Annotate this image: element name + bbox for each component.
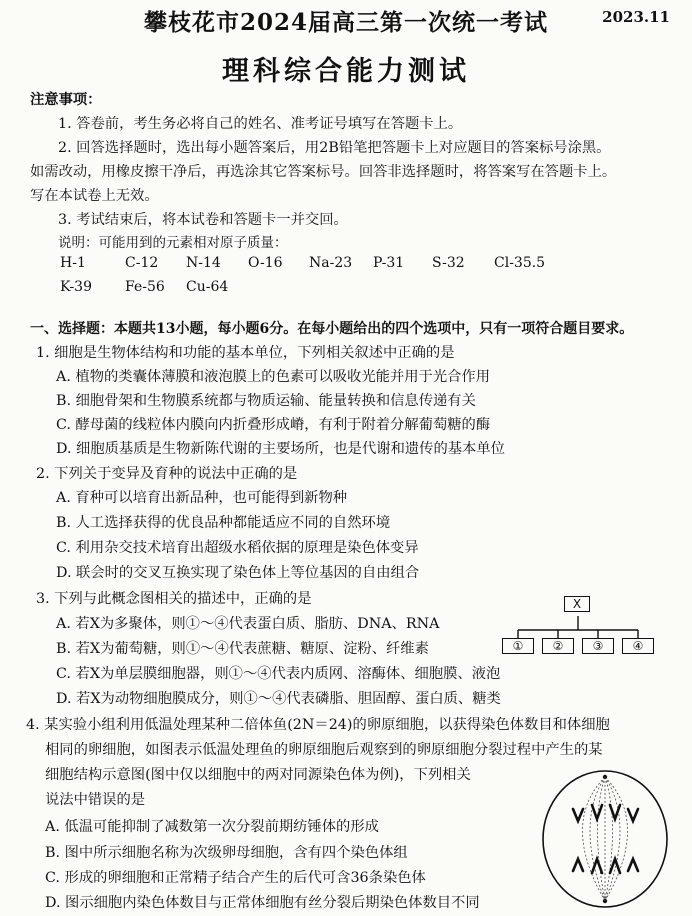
element-mass: H-1 bbox=[60, 255, 86, 271]
exam-title: 攀枝花市2024届高三第一次统一考试 bbox=[143, 9, 548, 36]
question-option: B. 图中所示细胞名称为次级卵母细胞，含有四个染色体组 bbox=[45, 845, 408, 861]
question-stem: 4. 某实验小组利用低温处理某种二倍体鱼(2N＝24)的卵原细胞，以获得染色体数目和体细胞 bbox=[26, 717, 610, 733]
question-option: C. 酵母菌的线粒体内膜向内折叠形成嵴，有利于附着分解葡萄糖的酶 bbox=[56, 417, 491, 433]
section-heading: 一、选择题：本题共13小题，每小题6分。在每小题给出的四个选项中，只有一项符合题目要求。 bbox=[30, 321, 634, 337]
notes-line: 2. 回答选择题时，选出每小题答案后，用2B铅笔把答题卡上对应题目的答案标号涂黑。 bbox=[58, 140, 611, 156]
question-option: C. 若X为单层膜细胞器，则①～④代表内质网、溶酶体、细胞膜、液泡 bbox=[56, 666, 501, 682]
question-stem: 1. 细胞是生物体结构和功能的基本单位，下列相关叙述中正确的是 bbox=[36, 345, 455, 361]
element-mass: P-31 bbox=[373, 255, 405, 271]
notes-line: 如需改动，用橡皮擦干净后，再选涂其它答案标号。回答非选择题时，将答案写在答题卡上。 bbox=[30, 164, 617, 180]
element-mass: S-32 bbox=[432, 255, 465, 271]
question-option: A. 育种可以培育出新品种，也可能得到新物种 bbox=[56, 490, 348, 506]
question-option: D. 图示细胞内染色体数目与正常体细胞有丝分裂后期染色体数目不同 bbox=[45, 895, 480, 911]
notes-line: 1. 答卷前，考生务必将自己的姓名、准考证号填写在答题卡上。 bbox=[58, 116, 463, 132]
question-option: B. 细胞骨架和生物膜系统都与物质运输、能量转换和信息传递有关 bbox=[56, 393, 476, 409]
question-option: B. 人工选择获得的优良品种都能适应不同的自然环境 bbox=[56, 515, 391, 531]
element-mass: Fe-56 bbox=[125, 279, 165, 295]
exam-date: 2023.11 bbox=[602, 8, 670, 26]
question-stem: 细胞结构示意图(图中仅以细胞中的两对同源染色体为例)，下列相关 bbox=[45, 767, 471, 783]
element-mass: Cu-64 bbox=[186, 279, 229, 295]
notes-line: 写在本试卷上无效。 bbox=[30, 188, 159, 204]
element-mass: N-14 bbox=[186, 255, 221, 271]
question-stem: 相同的卵细胞，如图表示低温处理鱼的卵原细胞后观察到的卵原细胞分裂过程中产生的某 bbox=[45, 742, 603, 758]
question-option: D. 细胞质基质是生物新陈代谢的主要场所，也是代谢和遗传的基本单位 bbox=[56, 441, 505, 457]
question-option: D. 联会时的交叉互换实现了染色体上等位基因的自由组合 bbox=[56, 565, 420, 581]
concept-map-node: ④ bbox=[622, 638, 654, 654]
notes-heading: 注意事项： bbox=[30, 92, 102, 108]
notes-line: 说明：可能用到的元素相对原子质量： bbox=[58, 235, 288, 251]
question-option: B. 若X为葡萄糖，则①～④代表蔗糖、糖原、淀粉、纤维素 bbox=[56, 641, 429, 657]
cell-division-diagram bbox=[540, 763, 670, 913]
question-option: D. 若X为动物细胞膜成分，则①～④代表磷脂、胆固醇、蛋白质、糖类 bbox=[56, 691, 501, 707]
question-option: A. 植物的类囊体薄膜和液泡膜上的色素可以吸收光能并用于光合作用 bbox=[56, 369, 491, 385]
element-mass: Cl-35.5 bbox=[494, 255, 546, 271]
exam-subtitle: 理科综合能力测试 bbox=[222, 56, 470, 87]
question-option: C. 形成的卵细胞和正常精子结合产生的后代可含36条染色体 bbox=[45, 870, 426, 886]
concept-map-root: X bbox=[564, 596, 590, 612]
question-stem: 说法中错误的是 bbox=[45, 792, 146, 808]
question-stem: 3. 下列与此概念图相关的描述中，正确的是 bbox=[36, 591, 312, 607]
question-option: A. 若X为多聚体，则①～④代表蛋白质、脂肪、DNA、RNA bbox=[56, 616, 440, 632]
notes-line: 3. 考试结束后，将本试卷和答题卡一并交回。 bbox=[58, 212, 348, 228]
concept-map-node: ② bbox=[542, 638, 574, 654]
element-mass: K-39 bbox=[60, 279, 92, 295]
question-option: A. 低温可能抑制了减数第一次分裂前期纺锤体的形成 bbox=[45, 819, 379, 835]
element-mass: C-12 bbox=[125, 255, 159, 271]
element-mass: Na-23 bbox=[309, 255, 353, 271]
question-option: C. 利用杂交技术培育出超级水稻依据的原理是染色体变异 bbox=[56, 540, 419, 556]
element-mass: O-16 bbox=[248, 255, 283, 271]
concept-map-node: ③ bbox=[582, 638, 614, 654]
concept-map-node: ① bbox=[502, 638, 534, 654]
question-stem: 2. 下列关于变异及育种的说法中正确的是 bbox=[36, 466, 298, 482]
